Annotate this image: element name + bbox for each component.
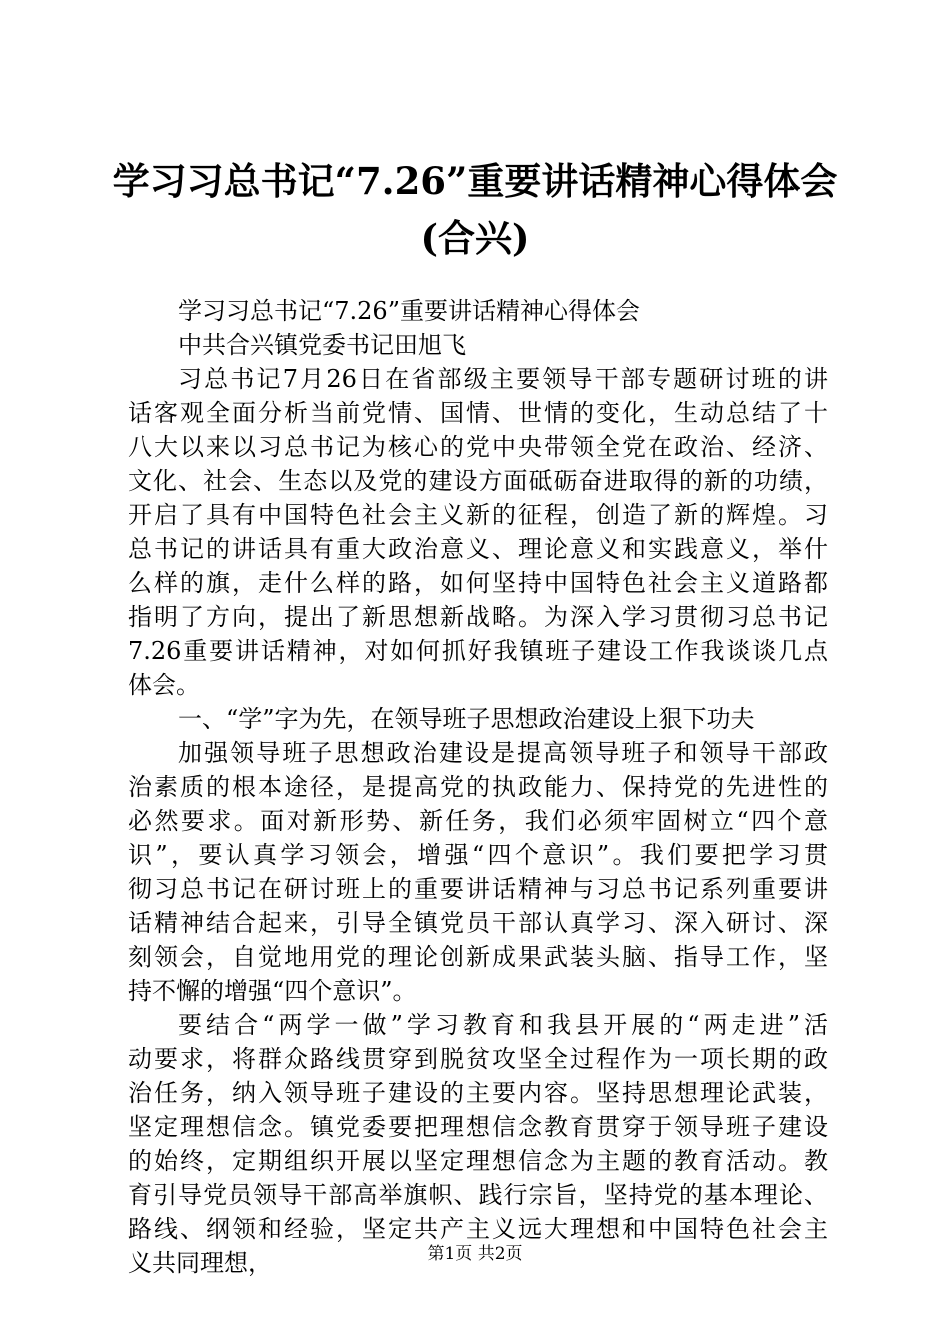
body-line: 话精神结合起来，引导全镇党员干部认真学习、深入研讨、深 bbox=[128, 909, 828, 937]
body-line: 动要求，将群众路线贯穿到脱贫攻坚全过程作为一项长期的政 bbox=[128, 1045, 828, 1073]
author-line: 中共合兴镇党委书记田旭飞 bbox=[178, 331, 466, 359]
body-line: 的始终，定期组织开展以坚定理想信念为主题的教育活动。教 bbox=[128, 1147, 828, 1175]
body-line: 必然要求。面对新形势、新任务，我们必须牢固树立“四个意 bbox=[128, 807, 828, 835]
body-line: 总书记的讲话具有重大政治意义、理论意义和实践意义，举什 bbox=[128, 535, 828, 563]
body-line: 识”，要认真学习领会，增强“四个意识”。我们要把学习贯 bbox=[128, 841, 828, 869]
body-line: 话客观全面分析当前党情、国情、世情的变化，生动总结了十 bbox=[128, 399, 828, 427]
body-line: 彻习总书记在研讨班上的重要讲话精神与习总书记系列重要讲 bbox=[128, 875, 828, 903]
body-line: 7.26重要讲话精神，对如何抓好我镇班子建设工作我谈谈几点 bbox=[128, 637, 828, 665]
body-line: 要结合“两学一做”学习教育和我县开展的“两走进”活 bbox=[178, 1011, 828, 1039]
body-line: 开启了具有中国特色社会主义新的征程，创造了新的辉煌。习 bbox=[128, 501, 828, 529]
document-title: 学习习总书记“7.26”重要讲话精神心得体会 bbox=[112, 159, 838, 203]
body-line: 义共同理想， bbox=[128, 1249, 272, 1277]
body-line: 体会。 bbox=[128, 671, 200, 699]
body-line: 坚定理想信念。镇党委要把理想信念教育贯穿于领导班子建设 bbox=[128, 1113, 828, 1141]
body-line: 习总书记7月26日在省部级主要领导干部专题研讨班的讲 bbox=[178, 365, 828, 393]
body-line: 育引导党员领导干部高举旗帜、践行宗旨，坚持党的基本理论、 bbox=[128, 1181, 828, 1209]
body-line: 指明了方向，提出了新思想新战略。为深入学习贯彻习总书记 bbox=[128, 603, 828, 631]
body-line: 路线、纲领和经验，坚定共产主义远大理想和中国特色社会主 bbox=[128, 1215, 828, 1243]
body-line: 治素质的根本途径，是提高党的执政能力、保持党的先进性的 bbox=[128, 773, 828, 801]
document-body bbox=[128, 294, 828, 1280]
body-line: 持不懈的增强“四个意识”。 bbox=[128, 977, 417, 1005]
body-line: 加强领导班子思想政治建设是提高领导班子和领导干部政 bbox=[178, 739, 828, 767]
body-line: 么样的旗，走什么样的路，如何坚持中国特色社会主义道路都 bbox=[128, 569, 828, 597]
section-heading: 一、“学”字为先，在领导班子思想政治建设上狠下功夫 bbox=[178, 705, 755, 733]
document-title-subtitle: (合兴) bbox=[420, 216, 530, 260]
body-line: 八大以来以习总书记为核心的党中央带领全党在政治、经济、 bbox=[128, 433, 828, 461]
page-number-footer: 第1页 共2页 bbox=[427, 1244, 523, 1264]
body-line: 文化、社会、生态以及党的建设方面砥砺奋进取得的新的功绩， bbox=[128, 467, 828, 495]
body-line: 刻领会，自觉地用党的理论创新成果武装头脑、指导工作，坚 bbox=[128, 943, 828, 971]
body-line: 治任务，纳入领导班子建设的主要内容。坚持思想理论武装， bbox=[128, 1079, 828, 1107]
body-heading-line: 学习习总书记“7.26”重要讲话精神心得体会 bbox=[178, 297, 640, 325]
